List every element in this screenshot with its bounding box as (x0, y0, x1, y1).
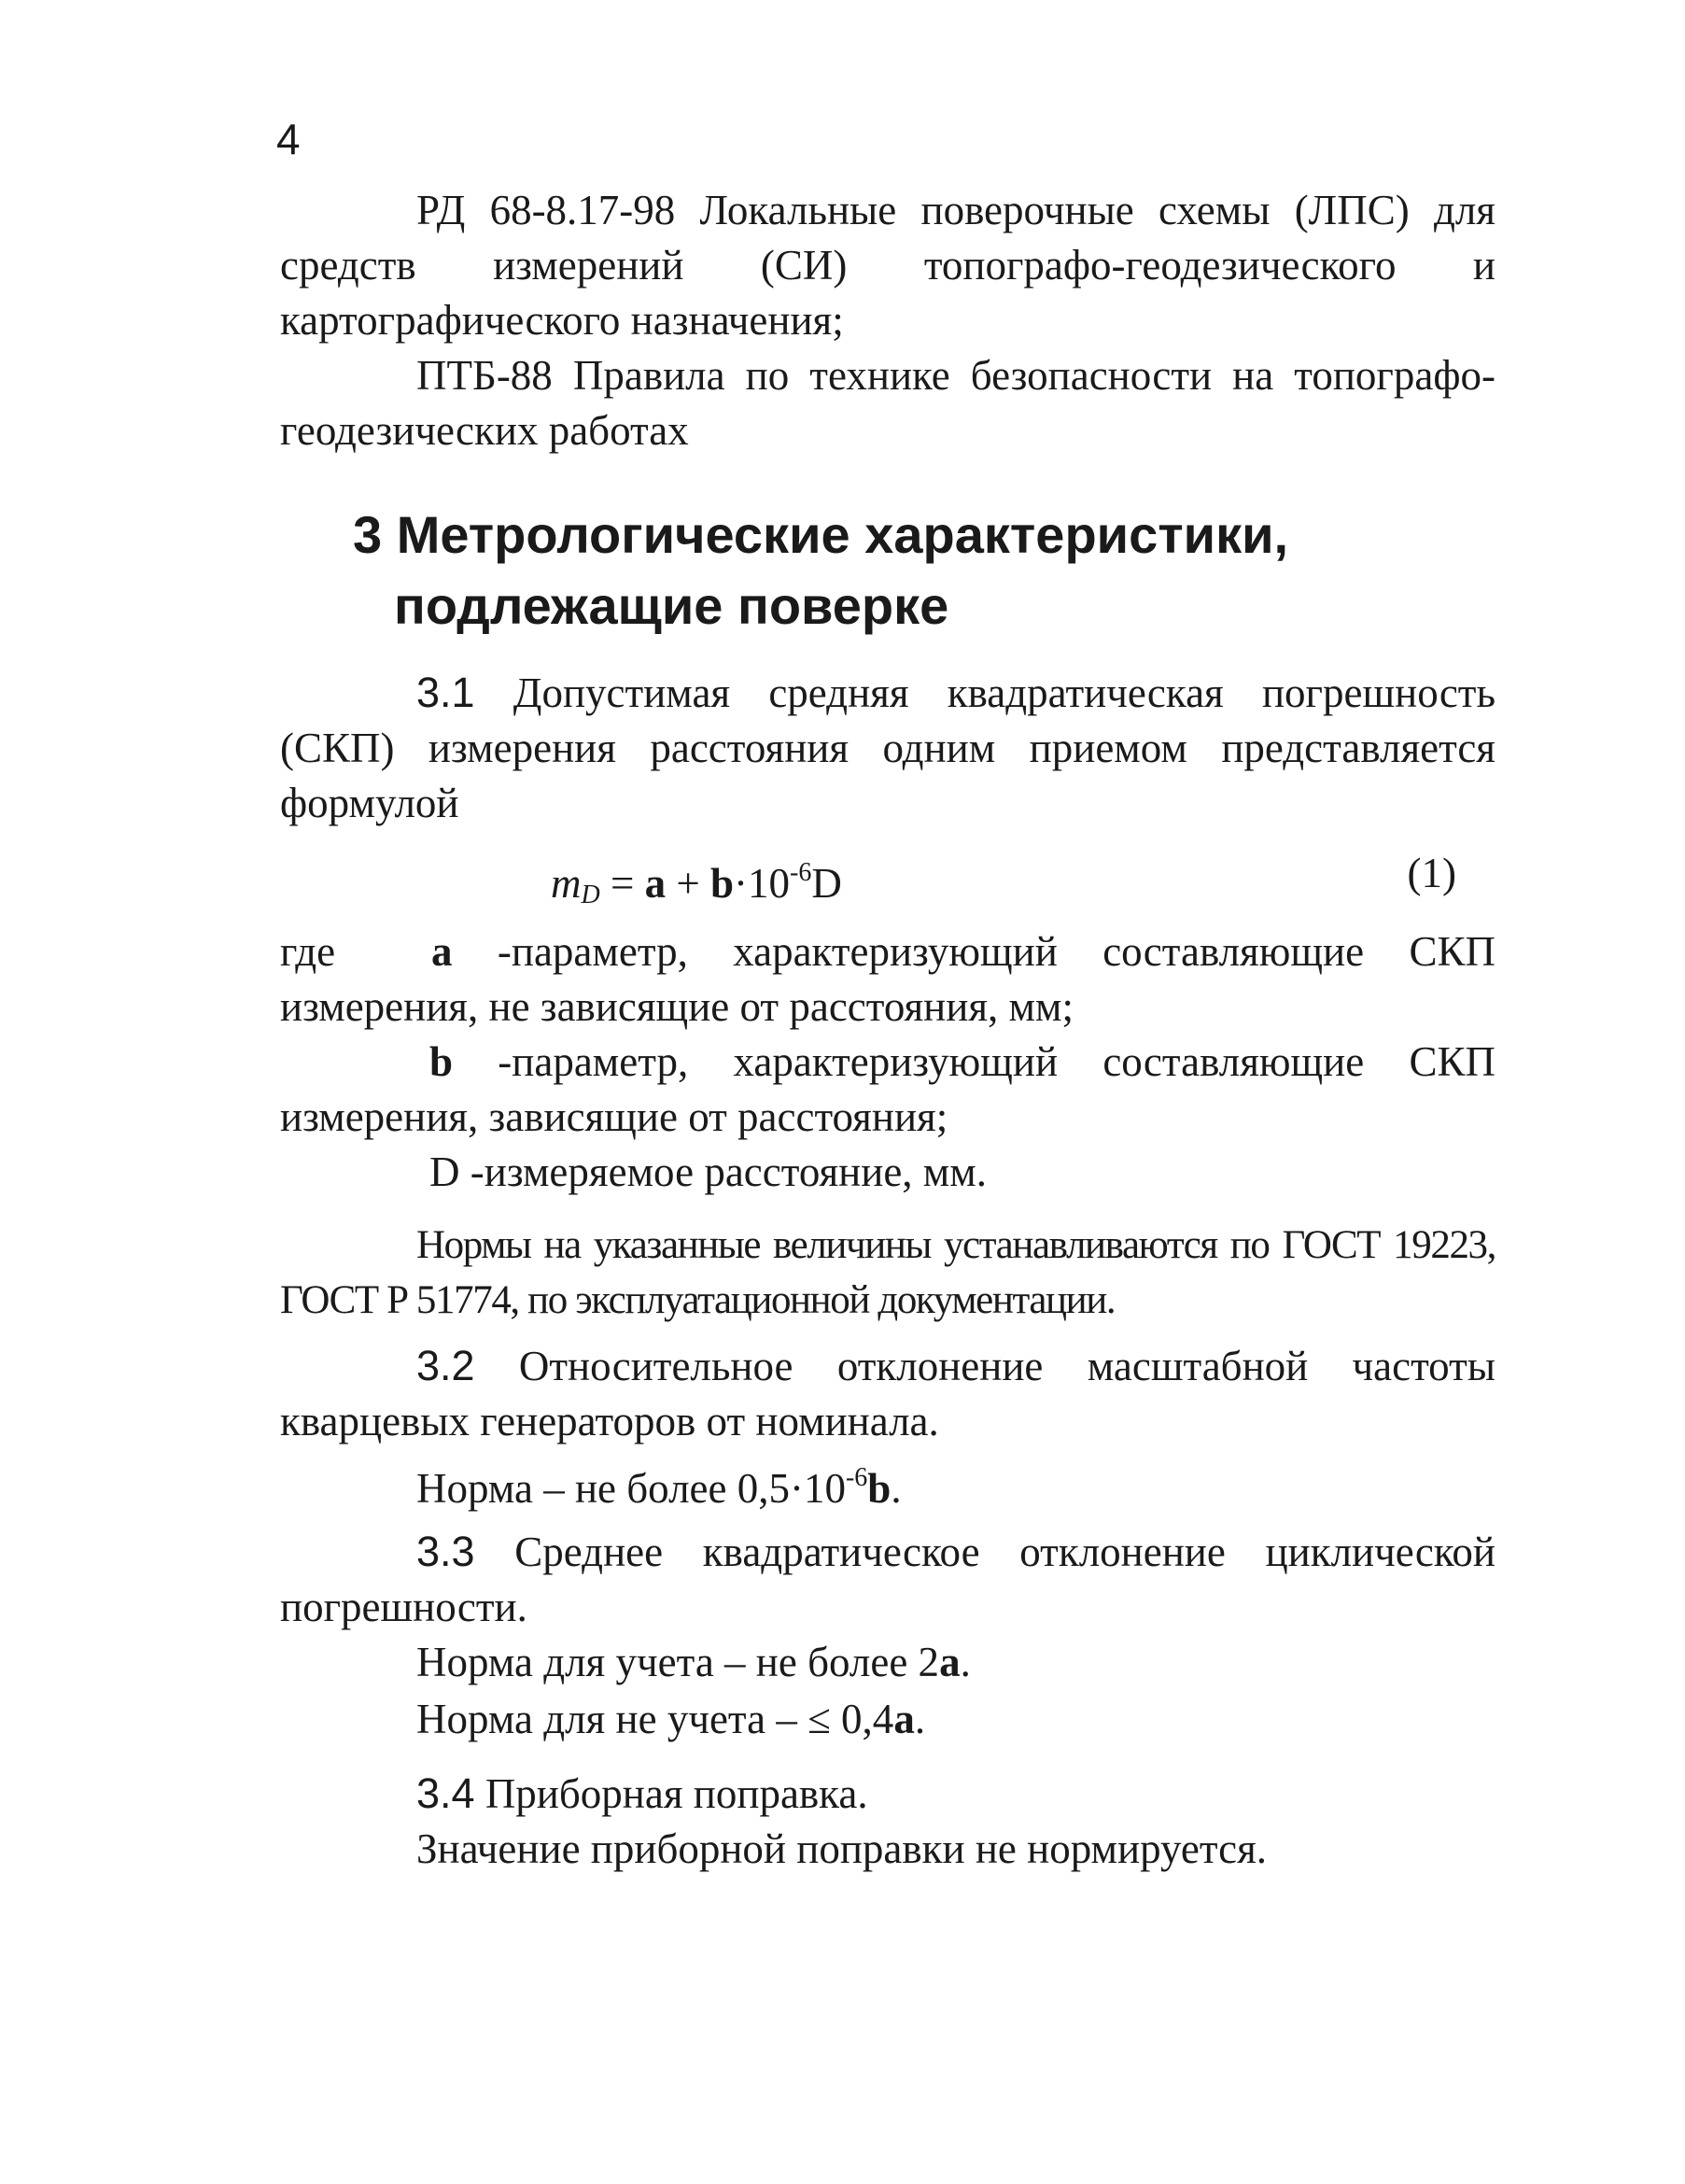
page-number: 4 (276, 115, 301, 163)
formula-equals: = (599, 860, 645, 907)
definition-d-text: D -измеряемое расстояние, мм. (429, 1148, 987, 1195)
formula-exponent: -6 (790, 858, 812, 887)
formula-b: b (710, 860, 735, 907)
reference-ptb-88 (280, 348, 1495, 458)
definition-a (280, 924, 1495, 1035)
formula-a: a (644, 860, 667, 907)
formula-plus: + (666, 860, 711, 907)
section-heading-line-1: 3 Метрологические характеристики, (353, 505, 1289, 564)
norms-note: Нормы на указанные величины устанавливаются по ГОСТ 19223, ГОСТ Р 51774, по эксплуатационной документации. (280, 1223, 1495, 1322)
norm-3-2: Норма – не более $0,5\cdot 10^{-6}b$. (416, 1463, 902, 1512)
reference-rd-68 (280, 183, 1495, 348)
paragraph-3-4 (280, 1766, 1495, 1822)
paragraph-text: Приборная поправка. (474, 1770, 868, 1817)
paragraph-number: 3.3 (416, 1528, 475, 1575)
paragraph-number: 3.2 (416, 1342, 475, 1389)
definition-b-symbol: b (429, 1038, 454, 1085)
definition-a-symbol: a (431, 928, 453, 975)
paragraph-text: Допустимая средняя квадратическая погрешность (СКП) измерения расстояния одним приемом представляется формулой (280, 669, 1495, 826)
reference-text: Локальные поверочные схемы (ЛПС) для средств измерений (СИ) топографо-геодезического и картографического назначения; (280, 187, 1495, 344)
definition-where: где (280, 928, 336, 975)
formula-row (280, 840, 1495, 909)
paragraph-text: Среднее квадратическое отклонение циклической погрешности. (280, 1529, 1495, 1630)
formula-lhs: m (551, 860, 582, 907)
paragraph-3-4-line-2: Значение приборной поправки не нормируется. (416, 1825, 1268, 1872)
paragraph-text: Относительное отклонение масштабной частоты кварцевых генераторов от номинала. (280, 1343, 1495, 1444)
section-heading-line-2: подлежащие поверке (394, 576, 949, 635)
paragraph-number: 3.4 (416, 1769, 475, 1817)
formula-lhs-subscript: D (581, 881, 600, 909)
section-heading (353, 500, 1473, 641)
formula-number: (1) (1407, 850, 1456, 896)
definition-b (280, 1035, 1495, 1145)
definition-b-text: -параметр, характеризующий составляющие СКП измерения, зависящие от расстояния; (280, 1038, 1495, 1140)
definition-a-text: -параметр, характеризующий составляющие СКП измерения, не зависящие от расстояния, мм; (280, 928, 1495, 1030)
paragraph-number: 3.1 (416, 669, 475, 716)
norm-3-3-no-account: Норма для не учета – ≤ 0,4a. (416, 1696, 926, 1742)
definition-d (280, 1145, 1495, 1200)
paragraph-3-1 (280, 665, 1495, 831)
formula-d: D (811, 860, 842, 907)
norm-3-3-account: Норма для учета – не более 2a. (416, 1639, 971, 1685)
formula (551, 840, 842, 928)
reference-code: ПТБ-88 (416, 352, 553, 399)
reference-text: Правила по технике безопасности на топографо-геодезических работах (280, 352, 1495, 454)
paragraph-3-2 (280, 1338, 1495, 1449)
reference-code: РД 68-8.17-98 (416, 187, 676, 233)
paragraph-3-3 (280, 1524, 1495, 1635)
formula-ten: ·10 (734, 860, 791, 907)
